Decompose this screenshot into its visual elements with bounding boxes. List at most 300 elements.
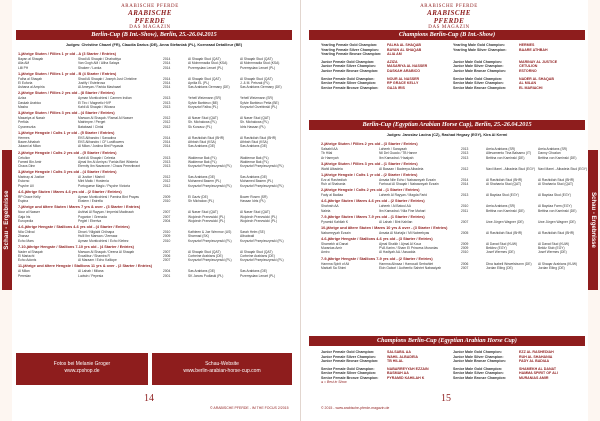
birth-year: 2013 <box>163 155 171 160</box>
champion-title: Senior Female Bronze Champion: <box>321 375 379 380</box>
pedigree: Al Milan / Justina Bint Poyasda <box>78 144 124 149</box>
owner: Krzysztof Grzebinski (PL) <box>240 104 278 109</box>
breeder: Navi Marei - Albadeia Stud (EGY) <box>486 166 536 171</box>
pedigree: Al Lahab / Milana <box>78 269 104 274</box>
champion-horse: MURANIAS AMIR <box>519 375 549 380</box>
champions-banner-b-show: Champions Berlin-Cup (B Int.-Show) <box>309 30 585 40</box>
breeder: Krzysztof Przepieczynski (PL) <box>188 183 232 188</box>
class-block <box>18 205 290 223</box>
breeder: Athbah Stud (KSA) <box>188 140 216 145</box>
class-title: 4-6-jährige Hengste / Stallions 4-6 yrs old - (3 Starter / Entries) <box>321 236 433 241</box>
pedigree: Shadi Al Shaqab / Dhahabiya <box>78 57 121 61</box>
birth-year: 2010 <box>163 199 171 204</box>
horse-name: Nabarreyyah Ezzain <box>321 230 351 235</box>
class-block <box>18 245 290 263</box>
show-website-link[interactable]: www.berlin-arabian-horse-cup.com <box>183 368 261 374</box>
photo-website-link[interactable]: www.zpshop.de <box>64 368 100 374</box>
champion-title: Senior Female Silver Champion: <box>321 371 377 376</box>
class-title: 7-9-jährige Hengste / Stallions 7-9 yrs old - (2 Starter / Entries) <box>321 256 433 261</box>
birth-year: 2013 <box>163 96 171 101</box>
result-row <box>321 193 589 197</box>
champion-title: Senior Female Bronze Champion: <box>321 85 379 90</box>
class-title: 3-jährige Hengste / Colts 3 yrs old - (4 Starter / Entries) <box>18 170 117 175</box>
judges-line: Judges: Christine Chazel (FR), Claudia Darius (DE), Anna Stefaniak (PL), Koenraad Detailleur (BE) <box>65 43 243 47</box>
pedigree: Ibn Kamadrai / Haalyah <box>379 155 414 160</box>
pedigree: Ayman Monticchiesi / Pamina Bint Prayas <box>78 194 139 199</box>
result-row <box>321 167 589 171</box>
horse-name: Alia AM <box>18 61 30 66</box>
result-row <box>321 209 589 213</box>
champion-title: Junior Female Silver Champion: <box>321 354 376 359</box>
logo-line2: ARABISCHE PFERDE <box>128 9 172 25</box>
birth-year: 2007 <box>163 214 171 219</box>
pedigree: El Tiro / Magnetic HVP <box>78 100 112 105</box>
pedigree: Farhoud Al Shaqab / Nabawwyah Ezzain <box>379 182 439 187</box>
class-title: 7-10-jährige Hengste / Stallions 7-10 yrs old - (4 Starter / Entries) <box>18 244 134 249</box>
owner: Al Shaqab Stud (QAT) <box>240 249 273 254</box>
best-in-show-legend: ● = Best in Show <box>321 380 347 384</box>
pedigree: Ludwin / Pepesia <box>78 273 104 278</box>
breeder: Jordan Elling (DE) <box>486 265 513 270</box>
birth-year: 2013 <box>163 100 171 105</box>
breeder: Waldemar Bak (PL) <box>188 155 217 160</box>
champion-horse: SALSABIL AA <box>387 350 411 354</box>
breeder: Bettina von Kaminski (DE) <box>486 155 525 160</box>
horse-name: Hamma Spirit of Ali <box>321 261 350 266</box>
champion-horse: HERMES <box>519 43 535 47</box>
photo-credit: Fotos bei Melanie Groger <box>53 361 111 367</box>
class-title: 3-jährige Stuten / Fillies 3 yrs old - (1 Starter / Entries) <box>321 161 418 166</box>
champion-title: Junior Female Bronze Champion: <box>321 68 379 73</box>
page-number: 14 <box>144 393 154 404</box>
birth-year: 2009 <box>163 194 171 199</box>
horse-name: Daskah Arabico <box>18 100 42 105</box>
logo-tag-right: DAS MAGAZIN <box>428 25 470 30</box>
horse-name: Chaos Dinn <box>18 164 36 169</box>
owner: Sas Arabians (DE) <box>240 175 268 180</box>
result-row <box>18 66 290 70</box>
birth-year: 2012 <box>163 175 171 180</box>
pedigree: Ibn Kamadrai / Nila Fine Mahari <box>379 208 426 213</box>
breeder: Sas Arabians (DE) <box>188 144 216 149</box>
owner: Przemyslaw Lenart (PL) <box>240 273 276 278</box>
champion-horse: SHAMEKH AL DANAT <box>519 366 557 371</box>
breeder: Dina Isabell Wewelsbunm (DE) <box>486 261 532 266</box>
breeder: Areia Arabians (SR) <box>486 147 516 151</box>
owner: Sas Arabians Germany (DE) <box>240 85 282 90</box>
result-row <box>321 220 589 224</box>
breeder: Al Mohmmadia Stud (KSA) <box>188 61 228 66</box>
champion-title: Senior Male Gold Champion: <box>453 76 503 81</box>
horse-name: Shahrah AA <box>321 204 339 209</box>
breeder: Al Rashidiah Stud (BHR) <box>188 135 225 140</box>
horse-name: Markafi Sa Shimi <box>321 265 346 270</box>
champion-title: Yearling Female Silver Champion: <box>321 47 379 52</box>
owner: Sylvie Barbieux Petta (BE) <box>240 100 279 105</box>
horse-name: Muranias Amir <box>321 246 343 251</box>
champion-horse <box>519 52 585 57</box>
birth-year: 2012 <box>461 166 469 171</box>
birth-year: 2009 <box>461 241 469 246</box>
champion-horse: DASKAH ARABICO <box>387 68 421 73</box>
result-row <box>321 156 589 160</box>
pedigree: Al Hadiyah AA / Assadda <box>379 250 416 255</box>
horse-name: Ezz al Rashediah <box>321 177 347 182</box>
birth-year: 2012 <box>163 183 171 188</box>
breeder: Al Shaqab Stud (QAT) <box>188 249 221 254</box>
horse-name: RP Grace Kelly <box>18 194 41 199</box>
horse-name: Pereslav <box>18 273 31 278</box>
champion-horse: TB HILAL <box>387 359 404 364</box>
pedigree: Marwan Al Shaqab / Ramal Al Nasser <box>78 116 133 121</box>
pedigree: Batabaad / Cintal <box>78 124 104 129</box>
champion-title: Junior Female Gold Champion: <box>321 350 375 354</box>
pedigree: Portuguese Magic / Psyche Victoria <box>78 183 130 188</box>
breeder: Krzysztof Przepieczynski (PL) <box>188 238 232 243</box>
champion-title: Senior Male Silver Champion: <box>453 371 504 376</box>
class-block <box>321 142 589 160</box>
champion-title: Yearling Female Bronze Champion: <box>321 52 382 57</box>
birth-year: 2006 <box>461 261 469 266</box>
pedigree: EKS Alihandro / Sanadina <box>78 135 116 140</box>
class-title: 1-jährige Stuten / Fillies 1 yr old - A (3 Starter / Entries) <box>18 52 117 56</box>
pedigree: Van Gogh AM / Aliha Salaya <box>78 61 120 66</box>
breeder: Sas Arabians Germany (DE) <box>188 85 230 90</box>
class-block <box>18 91 290 109</box>
birth-year: 2014 <box>163 140 171 145</box>
class-title: 10-jährige und ältere Stuten / Mares 10 yrs & over - (3 Starter / Entries) <box>321 225 448 230</box>
page-footer: © ARABISCHE PFERDE - IM THE FOCUS 2/2015 <box>210 406 289 410</box>
owner: Areia Arabians (SR) <box>538 147 568 151</box>
class-block <box>321 199 589 213</box>
breeder: Aprilia EL (PL) <box>188 80 210 85</box>
pedigree: Al Maraam / Echo Kalliope <box>78 258 117 263</box>
breeder: Kathleen & Joe Wenmor (US) <box>188 230 232 234</box>
champions-list-egyptian <box>321 350 585 381</box>
champion-title: Junior Male Silver Champion: <box>453 64 504 69</box>
horse-name: Wahil Albadeia <box>321 166 343 171</box>
champion-title: Junior Male Silver Champion: <box>453 354 504 359</box>
owner: Yehell Weizmann (SR) <box>240 96 273 101</box>
owner: Mohamed Basem (PL) <box>240 179 273 184</box>
owner: Jordan Elling (DE) <box>538 265 565 270</box>
horse-name: El Mariachi <box>18 253 35 258</box>
class-block <box>321 188 589 197</box>
owner: Wojciech Przezwicki (PL) <box>240 218 277 223</box>
show-website-box <box>152 353 292 385</box>
horse-name: Marinay al Justice <box>18 175 45 180</box>
champion-horse: CETULION <box>519 64 538 69</box>
class-block <box>18 111 290 129</box>
champion-title: Junior Female Gold Champion: <box>321 59 375 64</box>
result-row <box>18 164 290 168</box>
pedigree: Ayman Monticchiesi / Carmen Indian <box>78 96 132 101</box>
breeder: Przemyslaw Lenart (PL) <box>188 65 224 70</box>
breeder: Al Baydaa Stud (EGY) <box>486 193 519 198</box>
result-row <box>18 219 290 223</box>
breeder: Sharmad (SK) <box>188 234 209 239</box>
horse-name: Lilli PH <box>18 65 29 70</box>
pedigree: Ashhal Al Rayyan / Imperial Madinaah <box>78 210 134 215</box>
breeder: Krzysztof Przepieczynski (PL) <box>188 164 232 169</box>
champion-horse: ESTORNO <box>519 68 537 73</box>
page-number-right: 15 <box>441 393 451 404</box>
owner: Al Rashidiah Stud (BHR) <box>538 177 575 182</box>
class-block <box>18 72 290 90</box>
birth-year: 2014 <box>461 177 469 182</box>
champion-title: Junior Male Gold Champion: <box>453 59 502 64</box>
side-label: Schau - Ergebnisse <box>2 150 12 290</box>
owner: Corbeine Arabians (DE) <box>240 253 275 258</box>
owner: Bettina von Kaminski (DE) <box>538 208 577 213</box>
champion-horse: BASMAH AA <box>387 371 409 376</box>
owner: Al Danat Stud (KUW) <box>538 241 570 246</box>
owner: Al Mohmmadia Stud (KSA) <box>240 61 280 66</box>
champion-horse: EZZ AL RASHEDIAH <box>519 350 554 354</box>
champion-horse: HAMMA SPIRIT OF ALI <box>519 371 558 376</box>
magazine-logo-right <box>417 4 481 30</box>
section-banner-egyptian: Berlin-Cup (Egyptian Arabian Horse Cup), Berlin, 25.-26.04.2015 <box>309 120 585 130</box>
pedigree: Laheeb / Al Batoul AA <box>379 204 411 209</box>
result-row <box>18 144 290 148</box>
champion-horse: ALIA AM <box>387 52 402 57</box>
pedigree: Laheeb Al Rayyan / Magda Farid <box>379 193 428 198</box>
birth-year: 2006 <box>163 253 171 258</box>
pedigree: Mint Matic / Hostenia <box>78 179 109 184</box>
breeder: El Gaziv (DE) <box>188 194 208 199</box>
champion-horse: RUH AL SHAHANIA <box>519 354 553 359</box>
pedigree: Pegiel / Eberiva <box>78 218 102 223</box>
horse-name: Tb Hilal <box>321 151 333 156</box>
birth-year: 2010 <box>163 230 171 234</box>
pedigree: PVA Karim / Sham El Princess Muranias <box>379 246 438 251</box>
right-page <box>300 0 600 421</box>
logo-tag: DAS MAGAZIN <box>129 25 171 30</box>
owner: Sarah Helm (SE) <box>240 230 265 234</box>
owner: Waldemar Bak (PL) <box>240 155 269 160</box>
birth-year: 2013 <box>461 151 469 156</box>
horse-name: Masariya al Nassir <box>18 116 46 121</box>
pedigree: Ansata Al Murtajiz / Mi Nabeebyas <box>379 230 430 235</box>
horse-name: Amiro <box>321 250 330 255</box>
owner: Waldemar Bak (PL) <box>240 159 269 164</box>
class-block <box>321 226 589 235</box>
class-title: 4-6-jährige Stuten / Mares 4-6 yrs old - (2 Starter / Entries) <box>18 189 122 194</box>
champion-horse: EL MARIACHI <box>519 85 543 90</box>
breeder: Areia Arabians (SR) <box>486 204 516 209</box>
breeder: Al Naser Stud (QAT) <box>188 210 218 215</box>
result-row <box>18 239 290 243</box>
breeder: Sh Michalow (PL) <box>188 199 214 204</box>
owner: Al Shaqar Arabians (KUW) <box>538 261 578 266</box>
horse-name: Pyramid Kahilah K <box>321 219 349 224</box>
logo-line1-right: ARABISCHE PFERDE <box>420 4 478 9</box>
result-row <box>18 125 290 129</box>
owner: Hassan Idris (PL) <box>240 199 266 204</box>
class-title: 1-jährige Stuten / Fillies 1 yr old - B (4 Starter / Entries) <box>18 71 117 76</box>
pedigree: Shakerr / Lanka <box>78 65 102 70</box>
champion-horse: MASARIYA AL NASSER <box>387 64 428 69</box>
champion-title: Junior Male Gold Champion: <box>453 350 502 354</box>
birth-year: 2011 <box>461 208 469 213</box>
birth-year: 2004 <box>163 218 171 223</box>
horse-name: Al Milan <box>18 269 30 274</box>
result-row <box>18 258 290 262</box>
champion-horse: AZIZA <box>387 59 398 64</box>
breeder: Sas Arabians (DE) <box>188 269 216 274</box>
class-title: 2-jährige Stuten / Fillies 2 yrs old - (3 Starter / Entries) <box>321 142 418 146</box>
champion-horse: NABARREYYAH EZZAIN <box>387 366 429 371</box>
pedigree: Hulli Ibn Marwan / Zeeraaz <box>78 234 118 239</box>
breeder: Wojciech Przezwicki (PL) <box>188 218 225 223</box>
result-row <box>18 274 290 278</box>
horse-name: Gaja Iris <box>18 214 31 219</box>
birth-year: 2014 <box>163 85 171 90</box>
champion-title: Senior Female Gold Champion: <box>321 366 375 371</box>
owner: Al Rashidiah Stud (BHR) <box>240 135 277 140</box>
birth-year: 2014 <box>461 182 469 187</box>
pedigree: Ekin Gabori / Authentic Sahriet Nabawiyah <box>379 265 442 270</box>
class-block <box>18 151 290 169</box>
horse-name: Psyche Ull <box>18 183 34 188</box>
owner: Idris Hassan (PL) <box>240 124 266 129</box>
birth-year: 2013 <box>163 164 171 169</box>
owner: Albudwali <box>240 234 255 239</box>
class-block <box>18 264 290 278</box>
birth-year: 2009 <box>163 234 171 239</box>
birth-year: 2012 <box>163 124 171 129</box>
owner: Al Naser Stud (QAT) <box>240 210 270 215</box>
breeder: Al Rashidiah Stud (BHR) <box>486 230 523 235</box>
owner: Sas Arabians (DE) <box>240 144 268 149</box>
result-row <box>18 184 290 188</box>
horse-name: Salsabil AA <box>321 147 338 151</box>
owner: Krzysztof Przepieczynski (PL) <box>240 183 284 188</box>
pedigree: Dinari / Nilgiabi Chilnapa <box>78 230 115 234</box>
owner: Bekiiz Stub (EGY) <box>538 246 565 251</box>
champion-horse: FALHA AL SHAQAB <box>387 43 422 47</box>
horse-name: Nila Chilval <box>18 230 35 234</box>
class-block <box>321 257 589 271</box>
birth-year: 2012 <box>163 116 171 121</box>
owner: Krzysztof Przepieczynski (PL) <box>240 258 284 263</box>
birth-year: 2004 <box>163 269 171 274</box>
breeder: Corbeine Arabians (DE) <box>188 253 223 258</box>
owner: Uwe Jürgen Wagner (DE) <box>538 219 576 224</box>
horse-name: Falha al Shaqab <box>18 76 43 81</box>
pedigree: Al Justice / Marinil <box>78 175 105 180</box>
pedigree: Pogarion / Grenada <box>78 214 107 219</box>
horse-name: Famed Bin Amir <box>18 159 42 164</box>
show-website-label: Schau-Website <box>205 361 239 367</box>
owner: Al Baydaa Farm (EGY) <box>538 204 572 209</box>
breeder: Al Naser Stud (QAT) <box>188 116 218 121</box>
class-block <box>18 131 290 149</box>
class-title: 7-jährige und ältere Stuten / Mares 7 yrs & over - (3 Starter / Entries) <box>18 205 141 210</box>
champion-title <box>453 52 519 57</box>
result-row <box>321 231 589 235</box>
owner: Przemyslaw Lenart (PL) <box>240 65 276 70</box>
champion-title: Senior Male Bronze Champion: <box>453 375 507 380</box>
breeder: Sylvie Barbieux (BE) <box>188 100 219 105</box>
section-banner: Berlin-Cup (B Int.-Show), Berlin, 25.-26.04.2015 <box>16 30 292 40</box>
breeder: Bettina von Kaminski (DE) <box>486 208 525 213</box>
horse-name: Espina <box>18 199 29 204</box>
owner: Wojciech Przezwicki (PL) <box>240 214 277 219</box>
pedigree: Ajmal Ibn Al Amirya / Farida Bint Wisteria <box>78 159 138 164</box>
owner: Josef Wermes (DE) <box>538 250 567 255</box>
champion-title: Senior Female Gold Champion: <box>321 76 375 81</box>
champion-horse: FADY AL BADIAA <box>519 359 550 364</box>
champion-row <box>321 86 585 91</box>
champion-horse: RP GRACE KELLY <box>387 81 419 86</box>
birth-year: 2009 <box>461 246 469 251</box>
birth-year: 2013 <box>461 147 469 151</box>
horse-name: Nader al Shaqab <box>18 249 43 254</box>
birth-year: 2005 <box>461 230 469 235</box>
champion-row <box>321 69 585 74</box>
horse-name: Aziza <box>18 96 27 101</box>
owner: Krzysztof Przepieczynski (PL) <box>240 164 284 169</box>
pedigree: Ekstem / Estrella <box>78 199 103 204</box>
class-title: 11-jährige und ältere Hengste / Stallions 11 yrs & over - (2 Starter / Entries) <box>18 264 152 269</box>
birth-year: 2013 <box>461 155 469 160</box>
champions-list-b-show <box>321 43 585 90</box>
birth-year: 2013 <box>461 193 469 198</box>
pedigree: Ayman Monticchiesi / Echo Klebez <box>78 238 129 243</box>
result-row <box>18 85 290 89</box>
result-row <box>321 266 589 270</box>
birth-year: 2014 <box>163 57 171 61</box>
champion-horse: PYRAMID KAHILAH K <box>387 375 425 380</box>
owner: Danny Ghozlan <box>538 151 561 156</box>
class-title: 2-jährige Hengste / Colts 2 yrs old - (5 Starter / Entries) <box>18 150 117 155</box>
birth-year: 2014 <box>163 76 171 81</box>
pedigree: Al Ameyan / Farida Mashaael <box>78 85 122 90</box>
pedigree: Al Basaan / Badeeya Albadeia <box>379 166 424 171</box>
breeder: Sas Arabians (DE) <box>188 175 216 180</box>
horse-name: Ar Hamryah <box>321 155 339 160</box>
champion-title: Senior Female Silver Champion: <box>321 81 377 86</box>
horse-name: Nour al Nasser <box>18 210 40 215</box>
horse-name: Estorno <box>18 179 30 184</box>
class-title: 3-jährige Stuten / Fillies 3 yrs old - (4 Starter / Entries) <box>18 111 115 116</box>
birth-year: 2007 <box>163 258 171 263</box>
photo-credit-box <box>16 353 148 385</box>
champion-title: Junior Male Bronze Champion: <box>453 68 506 73</box>
class-block <box>321 162 589 171</box>
pedigree: Ajmal Shaikh / Ajmal Al Kouz <box>379 241 422 246</box>
breeder: Josef Wermes (DE) <box>486 250 515 255</box>
class-title: 1-jährige Hengste / Colts 1 yr old - (5 Starter / Entries) <box>18 130 115 135</box>
owner: Sh. Michalowa (PL) <box>240 120 269 125</box>
pedigree: Laheeb / Sarayaah <box>379 147 407 151</box>
breeder: Sh. Michalowa (PL) <box>188 120 217 125</box>
champion-horse: BAARE ATHBAH <box>519 47 548 52</box>
horse-name: Perfida <box>18 120 29 125</box>
breeder: Uwe Jürgen Wagner (DE) <box>486 219 524 224</box>
class-title: 4-6-jährige Stuten / Mares 4-6 yrs old - (2 Starter / Entries) <box>321 199 425 204</box>
birth-year: 2014 <box>163 135 171 140</box>
breeder: Krzysztof Przepieczynski (PL) <box>188 258 232 263</box>
birth-year: 2014 <box>163 80 171 85</box>
champion-horse: GAJA IRIS <box>387 85 405 90</box>
breeder: Al Shaqab Stud (QAT) <box>188 76 221 81</box>
birth-year: 2010 <box>461 250 469 255</box>
champion-title: Senior Male Silver Champion: <box>453 81 504 86</box>
class-title: 4-6-jährige Hengste / Stallions 4-6 yrs old - (4 Starter / Entries) <box>18 225 130 229</box>
breeder: SK Janow Podlaski (PL) <box>188 273 224 278</box>
